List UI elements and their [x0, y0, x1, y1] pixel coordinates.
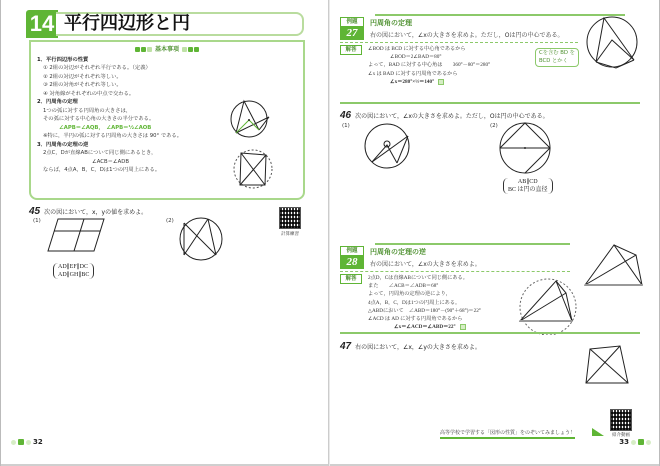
problem-46-heading: 46 次の図において，∠xの大きさを求めよ。ただし，Oは円の中心である。 — [340, 110, 549, 121]
example-27-text: 右の図において，∠xの大きさを求めよ。ただし，Oは円の中心である。 — [370, 32, 564, 39]
section-title-banner — [26, 10, 304, 38]
qr-label: 紹介動画 — [612, 433, 630, 438]
basics-item: ④ 対角線がそれぞれの中点で交わる。 — [43, 90, 135, 97]
right-page — [330, 0, 660, 466]
basics-section-3-title: 3．円周角の定理の逆 — [37, 141, 89, 148]
answer: ∠x＝280°×½＝140° — [390, 78, 435, 85]
basics-heading: 基本事項 — [37, 46, 297, 55]
answer: ∠x＝∠ACD＝∠ABD＝22° — [394, 324, 456, 331]
inscribed-angle-figure — [226, 95, 276, 140]
subproblem-label: (2) — [490, 123, 498, 129]
problem-text: 次の図において，x，yの値を求めよ。 — [44, 209, 148, 216]
divider — [340, 102, 640, 104]
basics-section-1-title: 1．平行四辺形の性質 — [37, 56, 89, 63]
solution-tag: 解答 — [340, 274, 362, 284]
converse-theorem-figure — [231, 147, 276, 192]
example-28-solution-figure — [510, 275, 580, 335]
hint-bubble: Cを含む BD を BCD とかく — [535, 48, 579, 67]
example-27-badge: 例題 27 — [340, 17, 364, 40]
subproblem-label: (1) — [342, 123, 350, 129]
basics-formula: ∠ACB＝∠ADB — [92, 158, 129, 165]
example-27-solution: ∠BOD は BCD に対する中心角であるから ∠BOD＝2∠BAD＝80° よって，BAD に対する中心角は 360°－80°＝280° ∠x は BAD に対する円周角であるから ∠x＝280°×½＝140° — [368, 46, 491, 85]
answer-mark-icon — [438, 79, 444, 85]
problem-46-2-figure — [495, 120, 555, 178]
basics-item: 1つの弧に対する円周角の大きさは， — [43, 107, 132, 114]
basics-item: ① 2組の対辺がそれぞれ平行である。（定義） — [43, 65, 151, 71]
subproblem-label: (1) — [33, 218, 41, 224]
basics-item: ③ 2組の対角がそれぞれ等しい。 — [43, 82, 122, 88]
condition-box: AD∥EF∥DC AD∥GH∥BC — [53, 263, 94, 279]
left-page — [0, 0, 329, 466]
problem-46-1-figure — [360, 122, 415, 172]
qr-code[interactable] — [610, 409, 632, 431]
problem-47-figure — [582, 343, 632, 388]
parallelogram-figure — [46, 215, 106, 257]
section-title: 平行四辺形と円 — [56, 12, 304, 36]
problem-47-heading: 47 右の図において，∠x，∠yの大きさを求めよ。 — [340, 341, 481, 352]
dotted-divider — [340, 42, 578, 43]
circle-chords-figure — [176, 215, 226, 263]
example-28-figure — [580, 240, 650, 295]
example-27-title: 円周角の定理 — [370, 19, 412, 27]
footer-banner: 高等学校で学習する「図形の性質」をのぞいてみましょう！ — [440, 429, 575, 439]
page-number-left: 32 — [11, 438, 43, 446]
example-28-solution: 2点D，Cは直線ABについて同じ側にある。 また ∠ACB＝∠ADB＝68° よって，円周角の定理の逆により， 4点A，B，C，Dは1つの円周上にある。 △ABDにおいて ∠ABD＝180°－(90°＋68°)＝22° ∠ACD は AD に対する円周角であるから ∠x＝∠ACD＝∠ABD＝22° — [368, 275, 481, 331]
basics-section-2-title: 2．円周角の定理 — [37, 99, 78, 105]
example-28-badge: 例題 28 — [340, 246, 364, 269]
solution-tag: 解答 — [340, 45, 362, 55]
qr-code[interactable] — [279, 207, 301, 229]
basics-item: ならば，4点A，B，C，Dは1つの円周上にある。 — [43, 167, 161, 173]
basics-item: ② 2組の対辺がそれぞれ等しい。 — [43, 73, 122, 80]
example-28-title: 円周角の定理の逆 — [370, 248, 426, 256]
problem-number: 45 — [29, 206, 41, 217]
example-27-figure — [582, 14, 642, 70]
basics-formula: ∠APB＝∠AQB， ∠APB＝½∠AOB — [59, 124, 152, 131]
subproblem-label: (2) — [166, 218, 174, 224]
section-number: 14 — [26, 10, 58, 38]
qr-label: 計算練習 — [281, 232, 299, 237]
divider — [375, 243, 570, 245]
basics-item: その弧に対する中心角の大きさの半分である。 — [43, 116, 155, 122]
answer-mark-icon — [460, 324, 466, 330]
basics-note: ※特に，半円の弧に対する円周角の大きさは 90° である。 — [43, 133, 183, 139]
condition-box: AB∥CD BC は円の直径 — [503, 178, 553, 194]
page-number-right: 33 — [619, 438, 651, 446]
basics-item: 2点C，Dが直線ABについて同じ側にあるとき， — [43, 150, 157, 156]
dotted-divider — [340, 271, 570, 272]
divider — [340, 332, 640, 334]
banner-arrow-icon — [592, 428, 604, 436]
example-28-text: 右の図において，∠xの大きさを求めよ。 — [370, 261, 481, 268]
